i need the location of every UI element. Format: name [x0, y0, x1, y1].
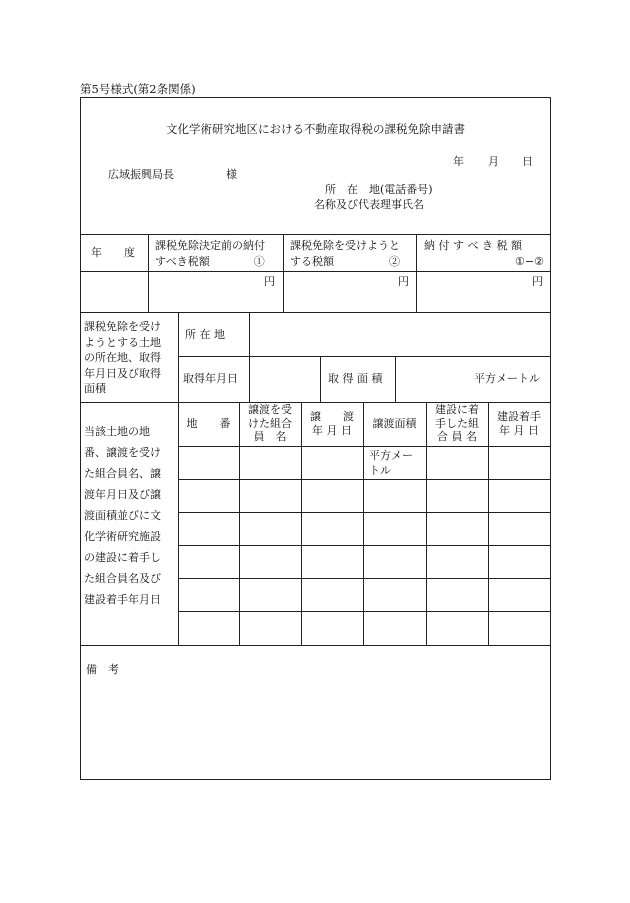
applicant-address-label: 所 在 地(電話番号)	[325, 183, 433, 196]
form-number: 第5号様式(第2条関係)	[80, 82, 196, 96]
form-title: 文化学術研究地区における不動産取得税の課税免除申請書	[166, 122, 465, 136]
frame-bottom-border	[80, 779, 551, 780]
date-day-label: 日	[522, 155, 533, 168]
table-line	[178, 446, 551, 447]
frame-right-border	[550, 97, 551, 780]
frame-left-border	[80, 97, 81, 780]
tax-col-payable-line2: ①−②	[515, 255, 544, 268]
land-section-label: 課税免除を受け ようとする土地 の所在地、取得 年月日及び取得 面積	[84, 320, 161, 395]
table-line	[363, 402, 364, 645]
addressee-office: 広域振興局長	[108, 168, 174, 181]
tax-col-payable-line1: 納 付 す べ き 税 額	[424, 239, 522, 252]
table-line	[80, 234, 551, 235]
table-line	[178, 356, 551, 357]
table-line	[178, 545, 551, 546]
date-year-label: 年	[453, 155, 464, 168]
table-line	[178, 479, 551, 480]
table-line	[80, 271, 551, 272]
transfer-col-recipient: 譲渡を受 けた組合 員 名	[248, 403, 292, 443]
land-acquired-date-label: 取得年月日	[183, 372, 238, 385]
date-month-label: 月	[488, 155, 499, 168]
table-line	[178, 312, 179, 645]
table-line	[249, 312, 250, 402]
applicant-name-label: 名称及び代表理事氏名	[314, 198, 424, 211]
table-line	[283, 234, 284, 312]
transfer-section-label: 当該土地の地 番、譲渡を受け た組合員名、譲 渡年月日及び譲 渡面積並びに文 化学術研究施設 の建設に着手し た組合員名及び 建設着手年月日	[84, 425, 161, 606]
tax-before-yen-unit: 円	[264, 275, 275, 288]
land-area-unit: 平方メートル	[474, 372, 540, 385]
land-location-label: 所 在 地	[185, 328, 225, 341]
transfer-col-area: 譲渡面積	[372, 417, 417, 430]
frame-top-border	[80, 97, 551, 98]
tax-col-before-line1: 課税免除決定前の納付	[155, 239, 265, 252]
remarks-label: 備 考	[86, 663, 119, 676]
table-line	[301, 402, 302, 645]
table-line	[488, 402, 489, 645]
table-line	[416, 234, 417, 312]
table-line	[178, 611, 551, 612]
tax-col-year: 年 度	[91, 246, 135, 259]
land-area-label: 取 得 面 積	[328, 372, 383, 385]
tax-col-exempt-line1: 課税免除を受けようと	[290, 239, 400, 252]
table-line	[80, 312, 551, 313]
tax-col-exempt-line2: する税額 ②	[290, 255, 400, 268]
transfer-col-lot: 地 番	[186, 417, 231, 430]
tax-exempt-yen-unit: 円	[398, 275, 409, 288]
table-line	[178, 512, 551, 513]
transfer-col-build-start: 建設着手 年 月 日	[497, 410, 541, 437]
transfer-col-builder: 建設に着 手した組 合 員 名	[435, 403, 479, 443]
table-line	[80, 645, 551, 646]
table-line	[320, 356, 321, 402]
addressee-honorific: 様	[226, 168, 237, 181]
transfer-area-unit: 平方メー トル	[369, 449, 413, 477]
tax-col-before-line2: すべき税額 ①	[155, 255, 265, 268]
table-line	[395, 356, 396, 402]
table-line	[148, 234, 149, 312]
tax-payable-yen-unit: 円	[532, 275, 543, 288]
transfer-col-date: 譲 渡 年 月 日	[310, 410, 354, 437]
table-line	[178, 578, 551, 579]
